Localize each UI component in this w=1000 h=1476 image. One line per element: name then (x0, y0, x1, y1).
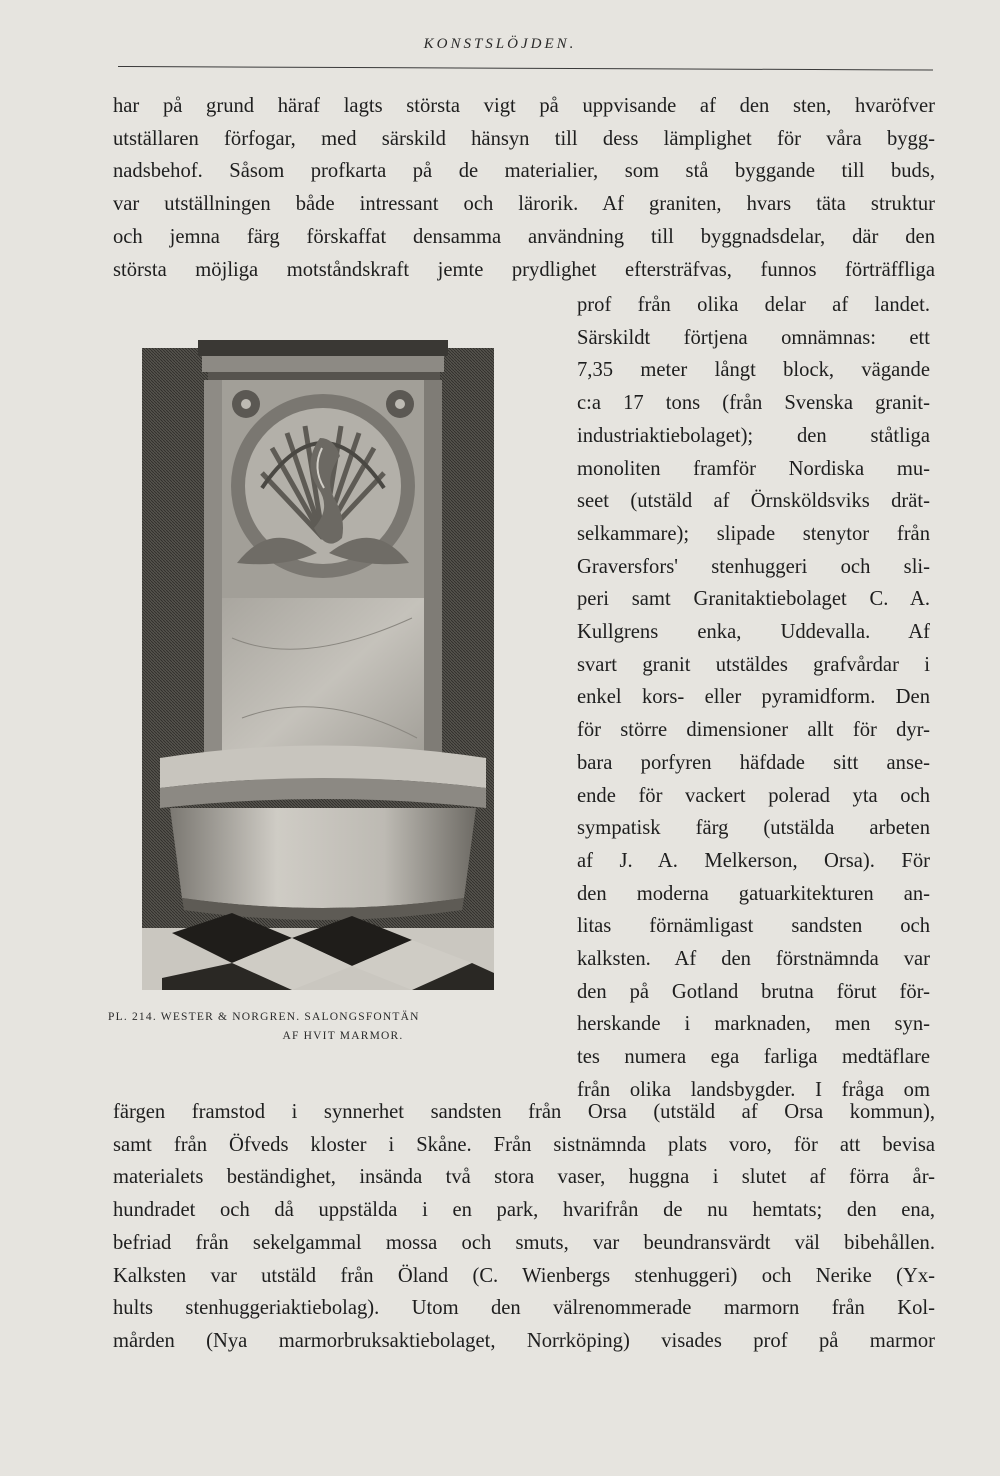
text-line: af J. A. Melkerson, Orsa). För (577, 849, 930, 872)
text-line: och jemna färg förskaffat densamma användning till byggnadsdelar, där den (113, 225, 935, 248)
right-column-text (577, 289, 930, 1107)
text-line: materialets beständighet, insända två stora vaser, huggna i slutet af förra år- (113, 1166, 935, 1189)
text-line: var utställningen både intressant och lärorik. Af graniten, hvars täta struktur (113, 193, 935, 216)
text-line: litas förnämligast sandsten och (577, 915, 930, 938)
text-line: hults stenhuggeriaktiebolag). Utom den välrenommerade marmorn från Kol- (113, 1297, 935, 1320)
text-line: har på grund häraf lagts största vigt på uppvisande af den sten, hvaröfver (113, 95, 935, 117)
text-line: befriad från sekelgammal mossa och smuts, var beundransvärdt väl bibehållen. (113, 1231, 935, 1254)
text-line: Kullgrens enka, Uddevalla. Af (577, 621, 930, 644)
text-line: Kalksten var utstäld från Öland (C. Wienbergs stenhuggeri) och Nerike (Yx- (113, 1264, 935, 1287)
top-paragraph (113, 90, 935, 286)
text-line: mården (Nya marmorbruksaktiebolaget, Norrköping) visades prof på marmor (113, 1329, 935, 1352)
caption-line: PL. 214. WESTER & NORGREN. SALONGSFONTÄN (108, 1011, 420, 1023)
text-line: nadsbehof. Såsom profkarta på de materialier, som stå byggande till buds, (113, 160, 935, 183)
text-line: färgen framstod i synnerhet sandsten från Orsa (utstäld af Orsa kommun), (113, 1101, 935, 1123)
running-header: KONSTSLÖJDEN. (423, 36, 577, 52)
text-line: från olika landsbygder. I fråga om (577, 1078, 930, 1101)
text-line: Särskildt förtjena omnämnas: ett (577, 326, 930, 349)
text-line: prof från olika delar af landet. (577, 294, 930, 316)
text-line: den på Gotland brutna förut för- (577, 980, 930, 1003)
text-line: svart granit utstäldes grafvårdar i (577, 653, 930, 676)
text-line: peri samt Granitaktiebolaget C. A. (577, 588, 930, 611)
text-line: samt från Öfveds kloster i Skåne. Från sistnämnda plats voro, för att bevisa (113, 1133, 935, 1156)
text-line: 7,35 meter långt block, vägande (577, 359, 930, 382)
text-line: största möjliga motståndskraft jemte prydlighet eftersträfvas, funnos förträffliga (113, 258, 935, 281)
text-line: sympatisk färg (utstälda arbeten (577, 817, 930, 840)
caption-line: AF HVIT MARMOR. (282, 1030, 404, 1042)
bottom-paragraph (113, 1096, 935, 1358)
figure-caption (108, 1008, 538, 1046)
text-line: selkammare); slipade stenytor från (577, 522, 930, 545)
text-line: bara porfyren häfdade sitt anse- (577, 751, 930, 774)
text-line: tes numera ega farliga medtäflare (577, 1046, 930, 1069)
text-line: för större dimensioner allt för dyr- (577, 719, 930, 742)
text-line: enkel kors- eller pyramidform. Den (577, 686, 930, 709)
text-line: den moderna gatuarkitekturen an- (577, 882, 930, 905)
fountain-illustration (142, 338, 494, 990)
text-line: utställaren förfogar, med särskild hänsyn till dess lämplighet för våra bygg- (113, 127, 935, 150)
text-line: Graversfors' stenhuggeri och sli- (577, 555, 930, 578)
text-line: seet (utstäld af Örnsköldsviks drät- (577, 490, 930, 513)
text-line: herskande i marknaden, men syn- (577, 1013, 930, 1036)
text-line: monoliten framför Nordiska mu- (577, 457, 930, 480)
header-rule (118, 66, 933, 71)
text-line: hundradet och då uppstälda i en park, hvarifrån de nu hemtats; den ena, (113, 1199, 935, 1222)
text-line: ende för vackert polerad yta och (577, 784, 930, 807)
text-line: c:a 17 tons (från Svenska granit- (577, 392, 930, 415)
text-line: kalksten. Af den förstnämnda var (577, 948, 930, 971)
text-line: industriaktiebolaget); den ståtliga (577, 424, 930, 447)
